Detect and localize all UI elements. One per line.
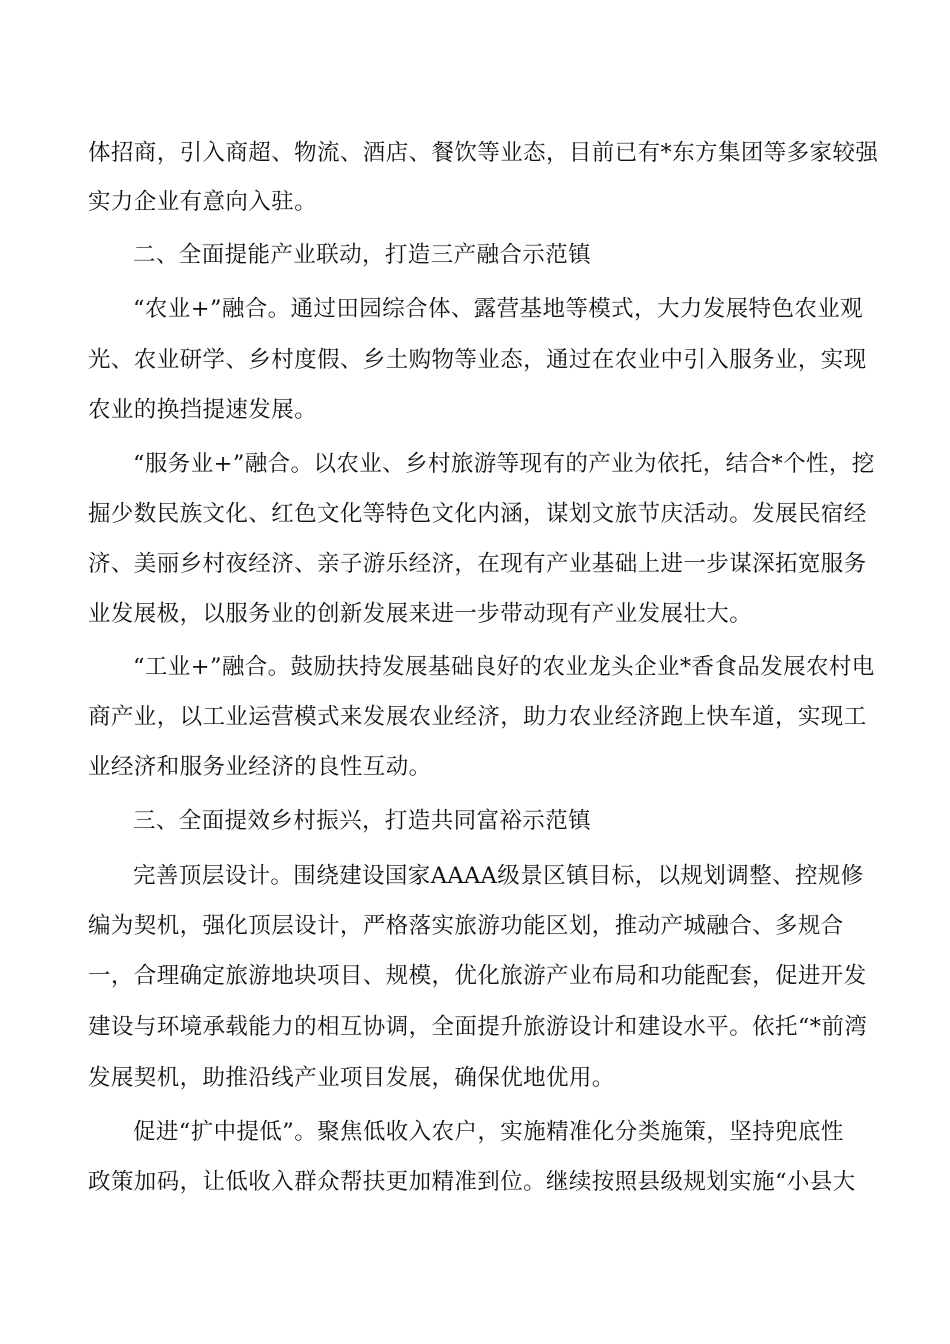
text-line: “服务业+”融合。以农业、乡村旅游等现有的产业为依托，结合*个性，挖 [133,451,875,477]
section-heading: 二、全面提能产业联动，打造三产融合示范镇 [133,242,592,268]
text-line: 政策加码，让低收入群众帮扶更加精准到位。继续按照县级规划实施“小县大 [88,1169,856,1195]
section-heading: 三、全面提效乡村振兴，打造共同富裕示范镇 [133,808,592,834]
text-line: 编为契机，强化顶层设计，严格落实旅游功能区划，推动产城融合、多规合 [88,913,844,939]
text-line: 农业的换挡提速发展。 [88,397,318,423]
text-line: 业经济和服务业经济的良性互动。 [88,754,432,780]
text-line: “工业+”融合。鼓励扶持发展基础良好的农业龙头企业*香食品发展农村电 [133,654,875,680]
text-line: 发展契机，助推沿线产业项目发展，确保优地优用。 [88,1065,615,1091]
text-line: 完善顶层设计。围绕建设国家AAAA级景区镇目标，以规划调整、控规修 [133,863,864,889]
text-line: 光、农业研学、乡村度假、乡土购物等业态，通过在农业中引入服务业，实现 [88,347,867,373]
text-line: “农业+”融合。通过田园综合体、露营基地等模式，大力发展特色农业观 [133,296,864,322]
text-line: 业发展极，以服务业的创新发展来进一步带动现有产业发展壮大。 [88,601,753,627]
text-line: 掘少数民族文化、红色文化等特色文化内涵，谋划文旅节庆活动。发展民宿经 [88,501,867,527]
text-line: 济、美丽乡村夜经济、亲子游乐经济，在现有产业基础上进一步谋深拓宽服务 [88,551,867,577]
text-line: 实力企业有意向入驻。 [88,189,318,215]
text-line: 建设与环境承载能力的相互协调，全面提升旅游设计和建设水平。依托“*前湾 [88,1014,868,1040]
text-line: 商产业，以工业运营模式来发展农业经济，助力农业经济跑上快车道，实现工 [88,704,867,730]
text-line: 促进“扩中提低”。聚焦低收入农户，实施精准化分类施策，坚持兜底性 [133,1119,844,1145]
text-line: 体招商，引入商超、物流、酒店、餐饮等业态，目前已有*东方集团等多家较强 [88,140,879,166]
text-line: 一，合理确定旅游地块项目、规模，优化旅游产业布局和功能配套，促进开发 [88,963,867,989]
